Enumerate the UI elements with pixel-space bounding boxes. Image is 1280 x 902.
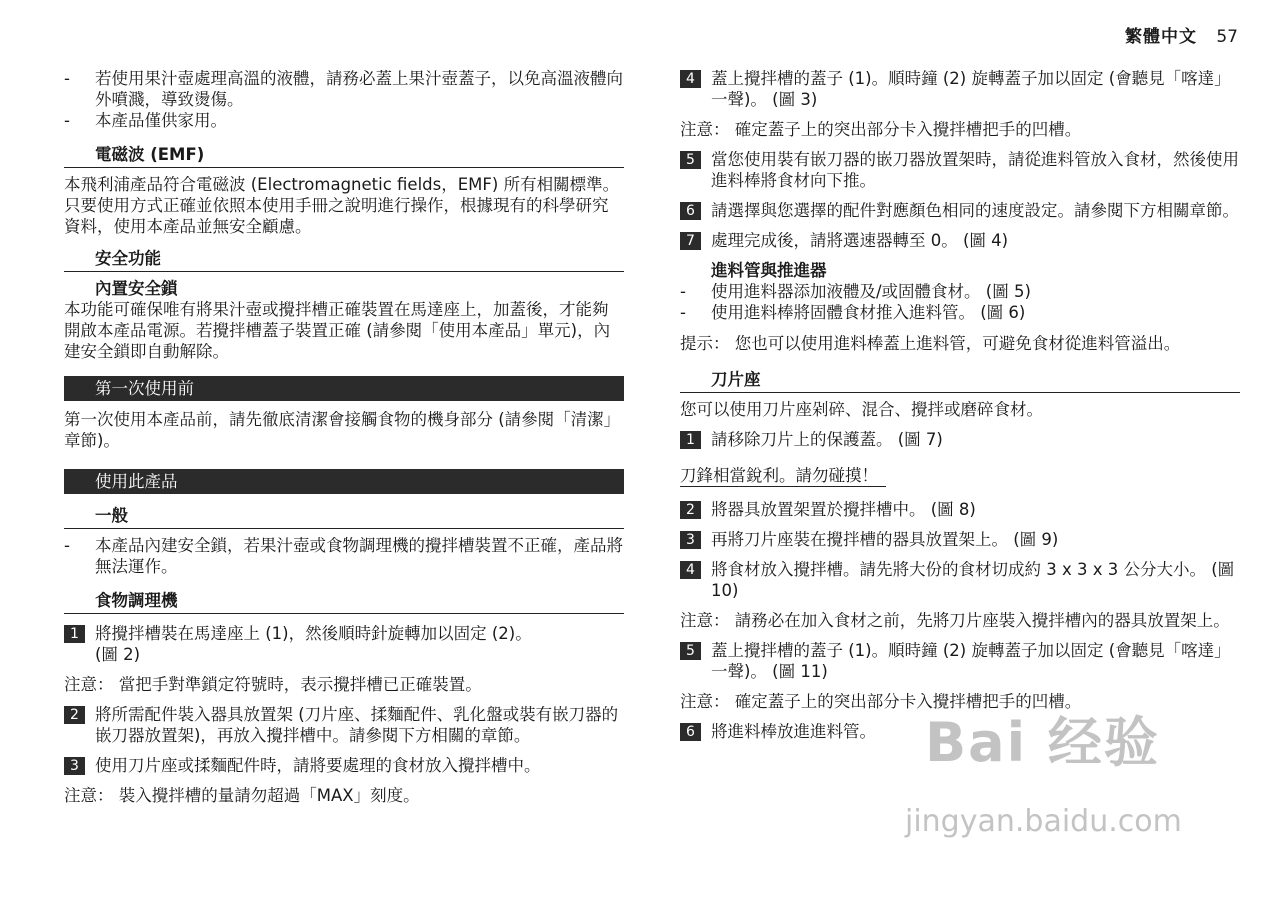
step-1 xyxy=(64,623,624,665)
right-column xyxy=(680,68,1240,751)
step-number: 1 xyxy=(64,625,85,643)
general-list xyxy=(64,535,624,577)
list-item: - 使用進料棒將固體食材推入進料管。 (圖 6) xyxy=(680,303,1026,322)
blade-step-2 xyxy=(680,499,1240,520)
step-number: 1 xyxy=(680,431,701,449)
step-text: 再將刀片座裝在攪拌槽的器具放置架上。 (圖 9) xyxy=(711,530,1059,549)
step-number: 2 xyxy=(680,501,701,519)
blade-step-1 xyxy=(680,429,1240,450)
feed-list xyxy=(680,281,1240,323)
blade-intro: 您可以使用刀片座剁碎、混合、攪拌或磨碎食材。 xyxy=(680,400,1043,419)
top-list xyxy=(64,68,624,131)
step-text: 處理完成後，請將選速器轉至 0。 (圖 4) xyxy=(711,231,1009,250)
step-number: 7 xyxy=(680,232,701,250)
list-item: - 本產品內建安全鎖，若果汁壺或食物調理機的攪拌槽裝置不正確，產品將無法運作。 xyxy=(64,536,623,576)
note: 注意： 請務必在加入食材之前，先將刀片座裝入攪拌槽內的器具放置架上。 xyxy=(680,611,1230,630)
subheading-feed-tube: 進料管與推進器 xyxy=(711,261,827,280)
left-column xyxy=(64,68,624,815)
note: 注意： 當把手對準鎖定符號時，表示攪拌槽已正確裝置。 xyxy=(64,675,482,694)
before-first-use-paragraph: 第一次使用本產品前，請先徹底清潔會接觸食物的機身部分 (請參閱「清潔」章節)。 xyxy=(64,410,621,450)
step-text: 當您使用裝有嵌刀器的嵌刀器放置架時，請從進料管放入食材，然後使用進料棒將食材向下推。 xyxy=(711,150,1239,190)
step-number: 5 xyxy=(680,642,701,660)
section-bar-using: 使用此產品 xyxy=(64,469,624,494)
page-number: 57 xyxy=(1216,27,1238,47)
warning-text: 刀鋒相當銳利。請勿碰摸！ xyxy=(680,465,886,487)
section-bar-before-first-use: 第一次使用前 xyxy=(64,376,624,401)
blade-step-3 xyxy=(680,529,1240,550)
page-header xyxy=(1125,22,1238,47)
note: 注意： 確定蓋子上的突出部分卡入攪拌槽把手的凹槽。 xyxy=(680,120,1082,139)
step-3 xyxy=(64,755,624,776)
list-item: - 若使用果汁壺處理高溫的液體，請務必蓋上果汁壺蓋子，以免高溫液體向外噴濺，導致燙傷。 xyxy=(64,69,623,109)
step-number: 4 xyxy=(680,70,701,88)
step-number: 2 xyxy=(64,706,85,724)
emf-paragraph: 本飛利浦產品符合電磁波 (Electromagnetic fields，EMF) 所有相關標準。只要使用方式正確並依照本使用手冊之說明進行操作，根據現有的科學研究資料，使用本產品並無安全顧慮。 xyxy=(64,175,620,236)
step-number: 3 xyxy=(64,757,85,775)
step-text: 將食材放入攪拌槽。請先將大份的食材切成約 3 x 3 x 3 公分大小。 (圖 10) xyxy=(711,560,1235,600)
step-number: 6 xyxy=(680,202,701,220)
step-4 xyxy=(680,68,1240,110)
step-text: 使用刀片座或揉麵配件時，請將要處理的食材放入攪拌槽中。 xyxy=(95,756,541,775)
watermark-url: jingyan.baidu.com xyxy=(905,804,1182,839)
language-label: 繁體中文 xyxy=(1124,27,1197,47)
step-text: 蓋上攪拌槽的蓋子 (1)。順時鐘 (2) 旋轉蓋子加以固定 (會聽見「喀達」一聲)。 (圖 3) xyxy=(711,69,1231,109)
step-text: 將器具放置架置於攪拌槽中。 (圖 8) xyxy=(711,500,976,519)
note: 注意： 確定蓋子上的突出部分卡入攪拌槽把手的凹槽。 xyxy=(680,692,1082,711)
step-text: 蓋上攪拌槽的蓋子 (1)。順時鐘 (2) 旋轉蓋子加以固定 (會聽見「喀達」一聲)。 (圖 11) xyxy=(711,641,1231,681)
watermark-logo: Bai 经验 xyxy=(925,711,1160,774)
step-text: 請選擇與您選擇的配件對應顏色相同的速度設定。請參閱下方相關章節。 xyxy=(711,201,1239,220)
step-number: 4 xyxy=(680,561,701,579)
step-text: 將進料棒放進進料管。 xyxy=(711,722,876,741)
step-text: 請移除刀片上的保護蓋。 (圖 7) xyxy=(711,430,943,449)
step-number: 3 xyxy=(680,531,701,549)
list-item: - 使用進料器添加液體及/或固體食材。 (圖 5) xyxy=(680,282,1031,301)
safety-lock-paragraph: 本功能可確保唯有將果汁壺或攪拌槽正確裝置在馬達座上，加蓋後，才能夠開啟本產品電源。若攪拌槽蓋子裝置正確 (請參閱「使用本產品」單元)，內建安全鎖即自動解除。 xyxy=(64,300,611,361)
step-number: 5 xyxy=(680,151,701,169)
section-heading-safety: 安全功能 xyxy=(64,245,624,272)
section-heading-blade: 刀片座 xyxy=(680,366,1240,393)
section-heading-general: 一般 xyxy=(64,502,624,529)
blade-step-6 xyxy=(680,721,1240,742)
tip-paragraph: 提示： 您也可以使用進料棒蓋上進料管，可避免食材從進料管溢出。 xyxy=(680,334,1181,353)
note: 注意： 裝入攪拌槽的量請勿超過「MAX」刻度。 xyxy=(64,786,420,805)
step-5 xyxy=(680,149,1240,191)
section-heading-emf: 電磁波 (EMF) xyxy=(64,141,624,168)
list-item: - 本產品僅供家用。 xyxy=(64,111,227,130)
step-number: 6 xyxy=(680,723,701,741)
step-2 xyxy=(64,704,624,746)
subheading-safety-lock: 內置安全鎖 xyxy=(95,279,178,298)
section-heading-food-processor: 食物調理機 xyxy=(64,587,624,614)
blade-step-5 xyxy=(680,640,1240,682)
step-7 xyxy=(680,230,1240,251)
step-text: 將攪拌槽裝在馬達座上 (1)，然後順時針旋轉加以固定 (2)。 (圖 2) xyxy=(95,624,532,664)
step-text: 將所需配件裝入器具放置架 (刀片座、揉麵配件、乳化盤或裝有嵌刀器的嵌刀器放置架)，再放入攪拌槽中。請參閱下方相關的章節。 xyxy=(95,705,619,745)
step-6 xyxy=(680,200,1240,221)
blade-step-4 xyxy=(680,559,1240,601)
